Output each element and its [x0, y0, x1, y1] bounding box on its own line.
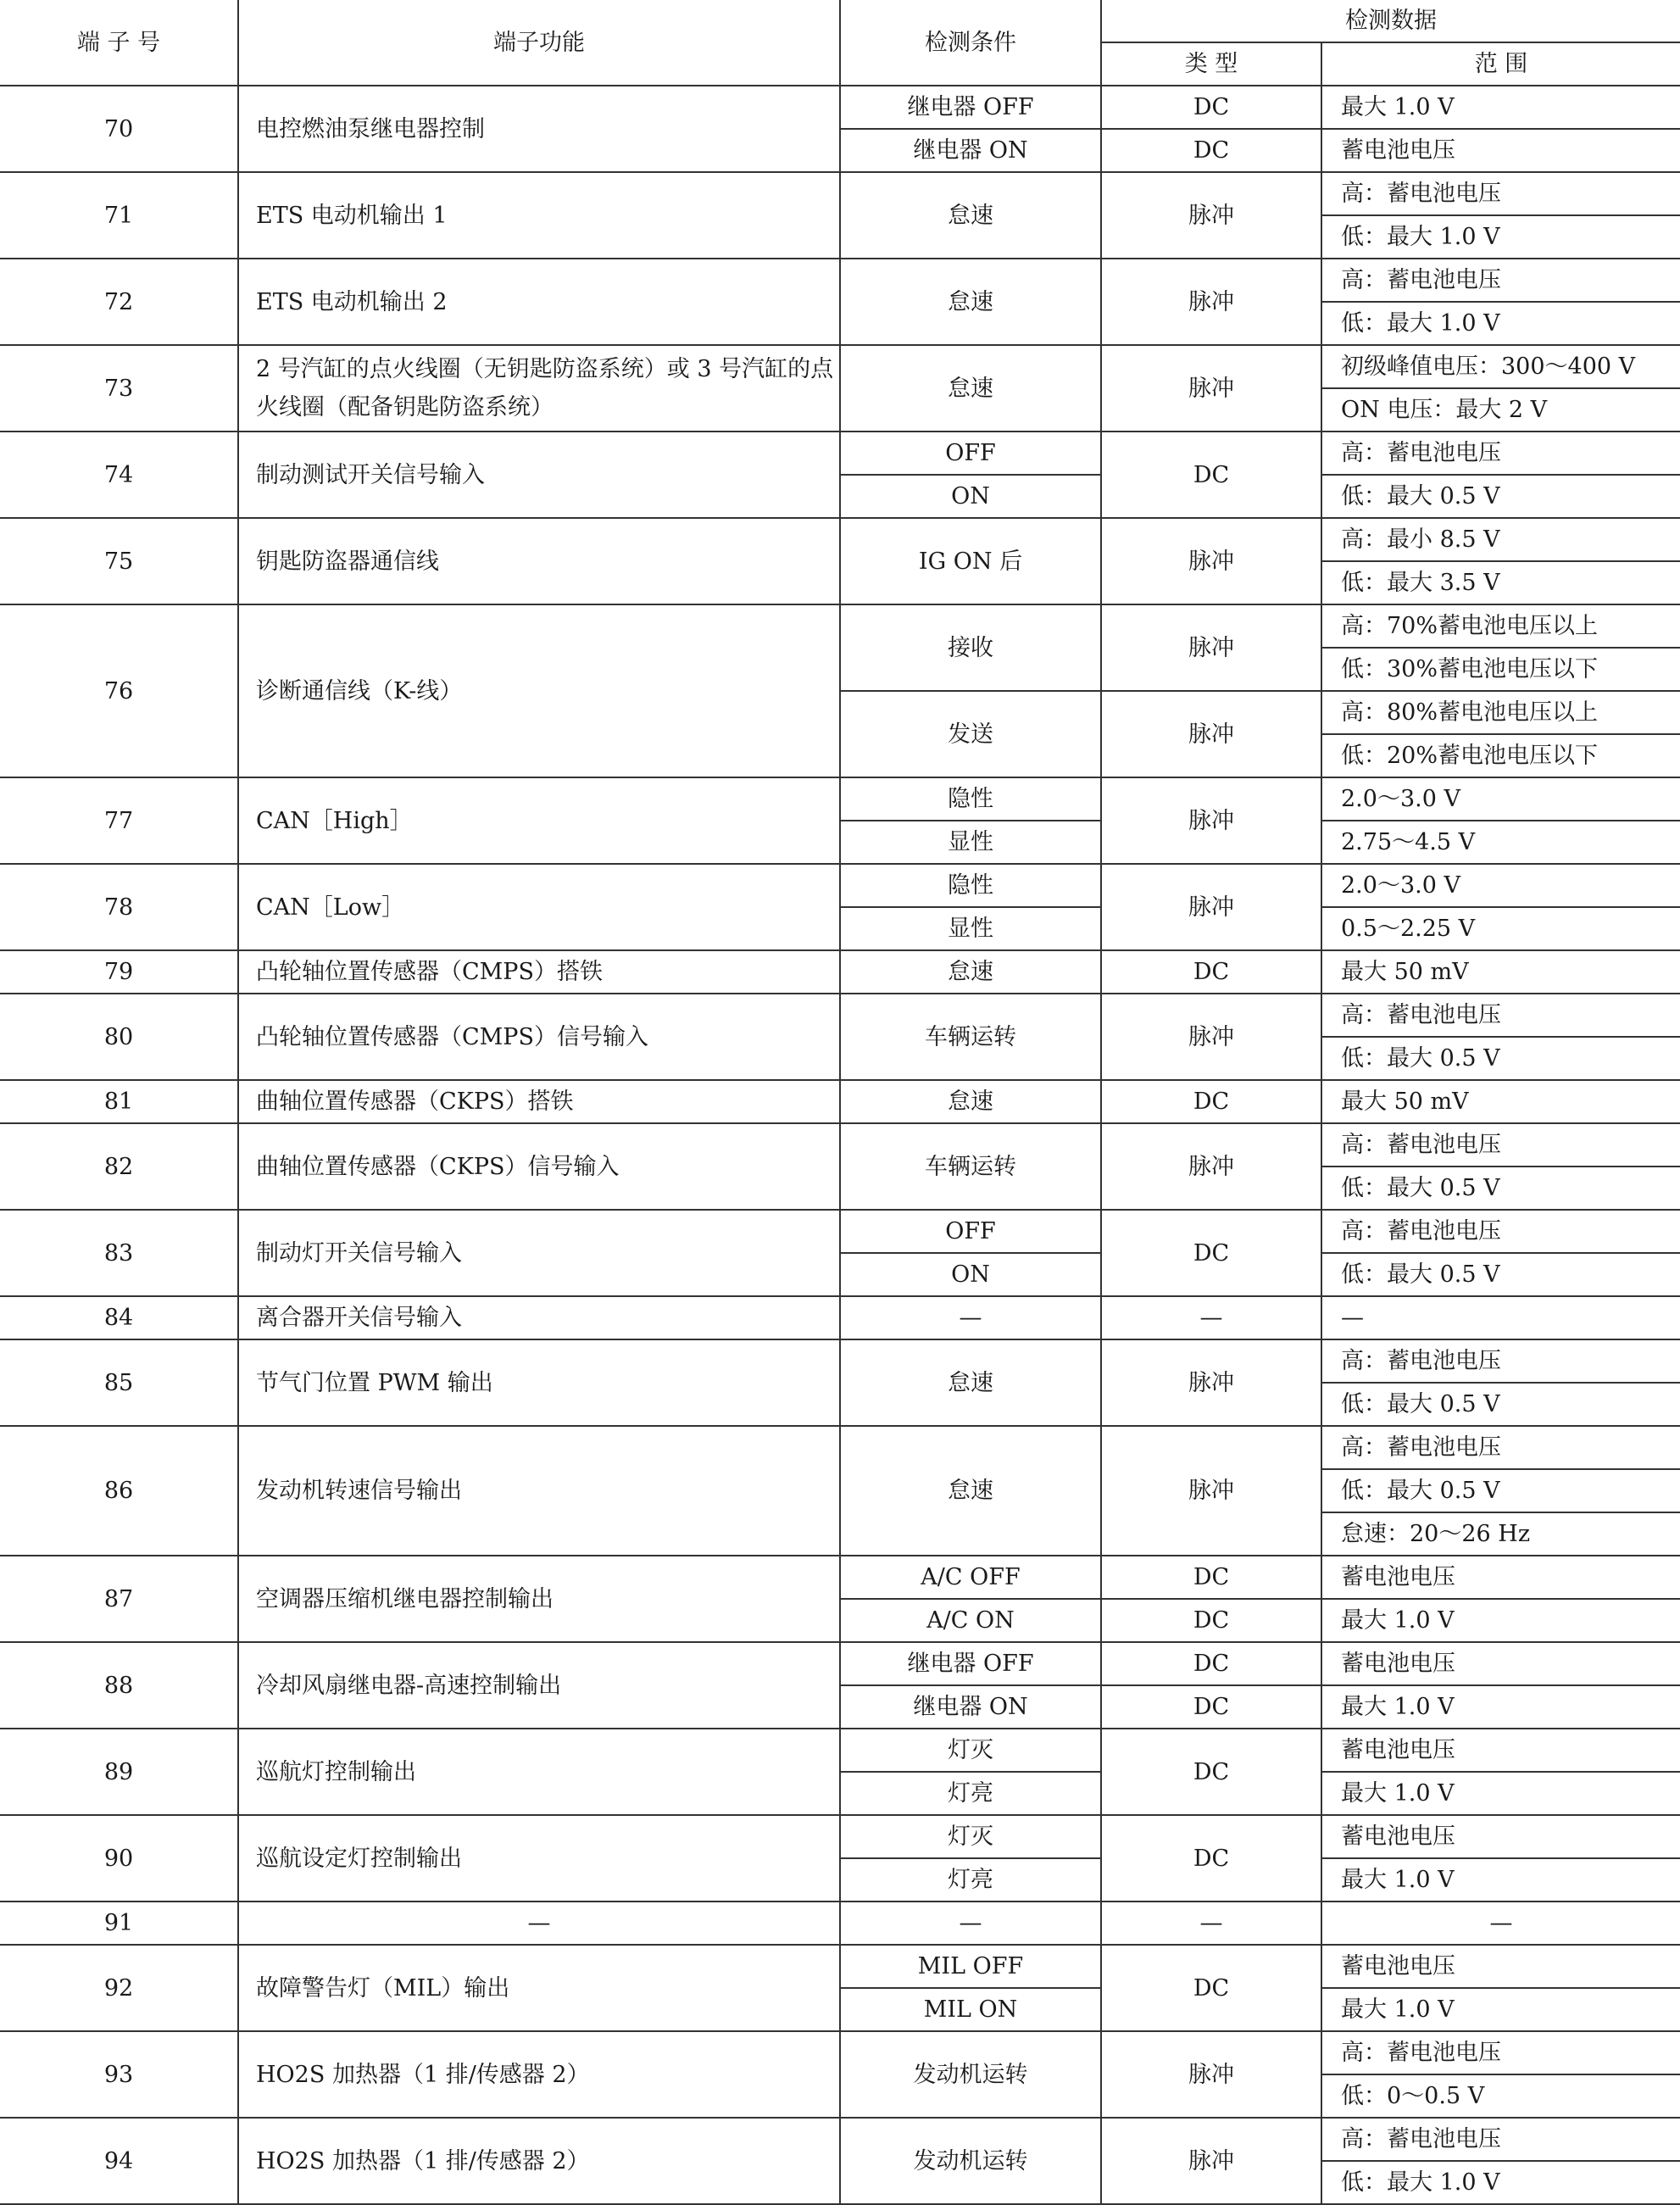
table-row — [0, 1902, 1680, 1945]
terminal-number: 79 — [0, 950, 238, 994]
value-range: 高：80%蓄电池电压以上 — [1321, 691, 1680, 734]
header-terminal-no: 端 子 号 — [0, 0, 238, 86]
table-row — [0, 777, 1680, 821]
signal-type: 脉冲 — [1101, 2118, 1321, 2204]
test-condition: 灯亮 — [840, 1858, 1101, 1902]
terminal-function: CAN［Low］ — [238, 864, 840, 950]
value-range: 低：最大 0.5 V — [1321, 1253, 1680, 1296]
table-row — [0, 864, 1680, 907]
terminal-function: 巡航设定灯控制输出 — [238, 1815, 840, 1902]
terminal-number: 73 — [0, 345, 238, 432]
table-row — [0, 1642, 1680, 1685]
test-condition: 显性 — [840, 907, 1101, 950]
value-range: — — [1321, 1296, 1680, 1339]
terminal-function: 2 号汽缸的点火线圈（无钥匙防盗系统）或 3 号汽缸的点火线圈（配备钥匙防盗系统） — [238, 345, 840, 432]
terminal-function: 巡航灯控制输出 — [238, 1729, 840, 1815]
table-row — [0, 950, 1680, 994]
terminal-number: 70 — [0, 86, 238, 172]
signal-type: 脉冲 — [1101, 1123, 1321, 1210]
terminal-number: 82 — [0, 1123, 238, 1210]
test-condition: ON — [840, 1253, 1101, 1296]
value-range: 低：30%蓄电池电压以下 — [1321, 648, 1680, 691]
table-row — [0, 1815, 1680, 1858]
value-range: 蓄电池电压 — [1321, 1729, 1680, 1772]
test-condition: 灯灭 — [840, 1729, 1101, 1772]
value-range: 低：最大 3.5 V — [1321, 561, 1680, 604]
test-condition: 显性 — [840, 821, 1101, 864]
test-condition: 怠速 — [840, 345, 1101, 432]
signal-type: — — [1101, 1902, 1321, 1945]
test-condition: 隐性 — [840, 864, 1101, 907]
header-terminal-function: 端子功能 — [238, 0, 840, 86]
table-row — [0, 172, 1680, 215]
terminal-number: 76 — [0, 604, 238, 777]
table-row — [0, 2118, 1680, 2161]
table-row — [0, 1556, 1680, 1599]
value-range: 高：70%蓄电池电压以上 — [1321, 604, 1680, 648]
terminal-number: 94 — [0, 2118, 238, 2204]
signal-type: 脉冲 — [1101, 777, 1321, 864]
value-range: 高：蓄电池电压 — [1321, 2118, 1680, 2161]
value-range: 高：蓄电池电压 — [1321, 2031, 1680, 2074]
value-range: 初级峰值电压：300～400 V — [1321, 345, 1680, 388]
header-test-condition: 检测条件 — [840, 0, 1101, 86]
signal-type: 脉冲 — [1101, 604, 1321, 691]
test-condition: 怠速 — [840, 1080, 1101, 1123]
value-range: 高：蓄电池电压 — [1321, 172, 1680, 215]
signal-type: 脉冲 — [1101, 518, 1321, 604]
terminal-function: CAN［High］ — [238, 777, 840, 864]
value-range: 低：最大 0.5 V — [1321, 1167, 1680, 1210]
terminal-function: 制动测试开关信号输入 — [238, 432, 840, 518]
value-range: 2.75～4.5 V — [1321, 821, 1680, 864]
test-condition: 继电器 ON — [840, 129, 1101, 172]
value-range: ON 电压：最大 2 V — [1321, 388, 1680, 432]
value-range: 高：最小 8.5 V — [1321, 518, 1680, 561]
value-range: 蓄电池电压 — [1321, 1642, 1680, 1685]
test-condition: 怠速 — [840, 950, 1101, 994]
test-condition: MIL ON — [840, 1988, 1101, 2031]
test-condition: 怠速 — [840, 1426, 1101, 1556]
value-range: 最大 50 mV — [1321, 950, 1680, 994]
terminal-number: 77 — [0, 777, 238, 864]
table-row — [0, 1426, 1680, 1469]
value-range: 高：蓄电池电压 — [1321, 1210, 1680, 1253]
terminal-number: 90 — [0, 1815, 238, 1902]
test-condition: 灯灭 — [840, 1815, 1101, 1858]
test-condition: 车辆运转 — [840, 994, 1101, 1080]
value-range: 最大 1.0 V — [1321, 1858, 1680, 1902]
value-range: 高：蓄电池电压 — [1321, 1339, 1680, 1383]
terminal-function: 离合器开关信号输入 — [238, 1296, 840, 1339]
test-condition: 继电器 ON — [840, 1685, 1101, 1729]
value-range: 低：最大 0.5 V — [1321, 1469, 1680, 1512]
signal-type: — — [1101, 1296, 1321, 1339]
terminal-number: 78 — [0, 864, 238, 950]
terminal-number: 80 — [0, 994, 238, 1080]
test-condition: 接收 — [840, 604, 1101, 691]
header-type: 类 型 — [1101, 42, 1321, 86]
signal-type: 脉冲 — [1101, 1426, 1321, 1556]
table-row — [0, 259, 1680, 302]
signal-type: DC — [1101, 950, 1321, 994]
table-row — [0, 1296, 1680, 1339]
terminal-number: 84 — [0, 1296, 238, 1339]
value-range: 高：蓄电池电压 — [1321, 259, 1680, 302]
value-range: 高：蓄电池电压 — [1321, 1123, 1680, 1167]
table-row — [0, 1339, 1680, 1383]
test-condition: — — [840, 1296, 1101, 1339]
signal-type: 脉冲 — [1101, 994, 1321, 1080]
test-condition: 灯亮 — [840, 1772, 1101, 1815]
signal-type: 脉冲 — [1101, 691, 1321, 777]
terminal-function: 凸轮轴位置传感器（CMPS）搭铁 — [238, 950, 840, 994]
terminal-function: 节气门位置 PWM 输出 — [238, 1339, 840, 1426]
signal-type: 脉冲 — [1101, 864, 1321, 950]
value-range: 最大 1.0 V — [1321, 86, 1680, 129]
value-range: 2.0～3.0 V — [1321, 864, 1680, 907]
signal-type: DC — [1101, 1642, 1321, 1685]
value-range: 最大 1.0 V — [1321, 1685, 1680, 1729]
terminal-number: 89 — [0, 1729, 238, 1815]
terminal-function: ETS 电动机输出 2 — [238, 259, 840, 345]
table-row — [0, 1945, 1680, 1988]
test-condition: A/C ON — [840, 1599, 1101, 1642]
test-condition: 发动机运转 — [840, 2118, 1101, 2204]
terminal-number: 85 — [0, 1339, 238, 1426]
signal-type: DC — [1101, 86, 1321, 129]
terminal-function: 电控燃油泵继电器控制 — [238, 86, 840, 172]
signal-type: DC — [1101, 1729, 1321, 1815]
terminal-number: 88 — [0, 1642, 238, 1729]
table-row — [0, 432, 1680, 475]
terminal-function: 空调器压缩机继电器控制输出 — [238, 1556, 840, 1642]
value-range: 高：蓄电池电压 — [1321, 1426, 1680, 1469]
value-range: 低：最大 0.5 V — [1321, 475, 1680, 518]
test-condition: — — [840, 1902, 1101, 1945]
terminal-function: 钥匙防盗器通信线 — [238, 518, 840, 604]
terminal-function: 凸轮轴位置传感器（CMPS）信号输入 — [238, 994, 840, 1080]
terminal-function: 曲轴位置传感器（CKPS）搭铁 — [238, 1080, 840, 1123]
terminal-number: 71 — [0, 172, 238, 259]
value-range: 低：最大 1.0 V — [1321, 2161, 1680, 2204]
value-range: 蓄电池电压 — [1321, 1945, 1680, 1988]
test-condition: OFF — [840, 432, 1101, 475]
terminal-number: 75 — [0, 518, 238, 604]
signal-type: DC — [1101, 1945, 1321, 2031]
table-row — [0, 1729, 1680, 1772]
terminal-function: HO2S 加热器（1 排/传感器 2） — [238, 2031, 840, 2118]
header-test-data: 检测数据 — [1101, 0, 1680, 42]
value-range: 低：最大 1.0 V — [1321, 302, 1680, 345]
header-range: 范 围 — [1321, 42, 1680, 86]
terminal-number: 83 — [0, 1210, 238, 1296]
test-condition: A/C OFF — [840, 1556, 1101, 1599]
test-condition: 发动机运转 — [840, 2031, 1101, 2118]
table-row — [0, 1123, 1680, 1167]
terminal-function: 故障警告灯（MIL）输出 — [238, 1945, 840, 2031]
table-row — [0, 345, 1680, 388]
terminal-number: 81 — [0, 1080, 238, 1123]
test-condition: OFF — [840, 1210, 1101, 1253]
value-range: 最大 1.0 V — [1321, 1988, 1680, 2031]
test-condition: 怠速 — [840, 172, 1101, 259]
table-row — [0, 994, 1680, 1037]
signal-type: 脉冲 — [1101, 172, 1321, 259]
value-range: 低：最大 0.5 V — [1321, 1037, 1680, 1080]
test-condition: 继电器 OFF — [840, 86, 1101, 129]
test-condition: 继电器 OFF — [840, 1642, 1101, 1685]
value-range: 蓄电池电压 — [1321, 1815, 1680, 1858]
signal-type: DC — [1101, 1556, 1321, 1599]
terminal-number: 72 — [0, 259, 238, 345]
value-range: 2.0～3.0 V — [1321, 777, 1680, 821]
terminal-number: 91 — [0, 1902, 238, 1945]
test-condition: ON — [840, 475, 1101, 518]
test-condition: IG ON 后 — [840, 518, 1101, 604]
header-row-1 — [0, 0, 1680, 42]
signal-type: DC — [1101, 1815, 1321, 1902]
terminal-number: 74 — [0, 432, 238, 518]
terminal-function: 曲轴位置传感器（CKPS）信号输入 — [238, 1123, 840, 1210]
value-range: 蓄电池电压 — [1321, 1556, 1680, 1599]
signal-type: 脉冲 — [1101, 2031, 1321, 2118]
test-condition: 发送 — [840, 691, 1101, 777]
terminal-number: 93 — [0, 2031, 238, 2118]
terminal-function: 诊断通信线（K-线） — [238, 604, 840, 777]
value-range: 最大 1.0 V — [1321, 1772, 1680, 1815]
table-body — [0, 86, 1680, 2204]
terminal-number: 86 — [0, 1426, 238, 1556]
table-row — [0, 2031, 1680, 2074]
value-range: 最大 50 mV — [1321, 1080, 1680, 1123]
terminal-function: HO2S 加热器（1 排/传感器 2） — [238, 2118, 840, 2204]
test-condition: 怠速 — [840, 259, 1101, 345]
signal-type: DC — [1101, 1685, 1321, 1729]
signal-type: DC — [1101, 1210, 1321, 1296]
value-range: 怠速：20～26 Hz — [1321, 1512, 1680, 1556]
signal-type: 脉冲 — [1101, 259, 1321, 345]
table-row — [0, 518, 1680, 561]
table-row — [0, 604, 1680, 648]
signal-type: 脉冲 — [1101, 345, 1321, 432]
table-row — [0, 86, 1680, 129]
signal-type: DC — [1101, 1599, 1321, 1642]
terminal-function: 发动机转速信号输出 — [238, 1426, 840, 1556]
value-range: — — [1321, 1902, 1680, 1945]
signal-type: DC — [1101, 432, 1321, 518]
signal-type: DC — [1101, 1080, 1321, 1123]
signal-type: DC — [1101, 129, 1321, 172]
terminal-number: 92 — [0, 1945, 238, 2031]
value-range: 低：最大 1.0 V — [1321, 215, 1680, 259]
table-row — [0, 1210, 1680, 1253]
value-range: 0.5～2.25 V — [1321, 907, 1680, 950]
terminal-function: ETS 电动机输出 1 — [238, 172, 840, 259]
value-range: 高：蓄电池电压 — [1321, 994, 1680, 1037]
signal-type: 脉冲 — [1101, 1339, 1321, 1426]
terminal-number: 87 — [0, 1556, 238, 1642]
value-range: 蓄电池电压 — [1321, 129, 1680, 172]
test-condition: 车辆运转 — [840, 1123, 1101, 1210]
value-range: 低：0～0.5 V — [1321, 2074, 1680, 2118]
value-range: 高：蓄电池电压 — [1321, 432, 1680, 475]
terminal-function: 冷却风扇继电器-高速控制输出 — [238, 1642, 840, 1729]
test-condition: MIL OFF — [840, 1945, 1101, 1988]
table-row — [0, 1080, 1680, 1123]
value-range: 低：最大 0.5 V — [1321, 1383, 1680, 1426]
test-condition: 隐性 — [840, 777, 1101, 821]
value-range: 最大 1.0 V — [1321, 1599, 1680, 1642]
test-condition: 怠速 — [840, 1339, 1101, 1426]
value-range: 低：20%蓄电池电压以下 — [1321, 734, 1680, 777]
terminal-function: — — [238, 1902, 840, 1945]
terminal-function: 制动灯开关信号输入 — [238, 1210, 840, 1296]
